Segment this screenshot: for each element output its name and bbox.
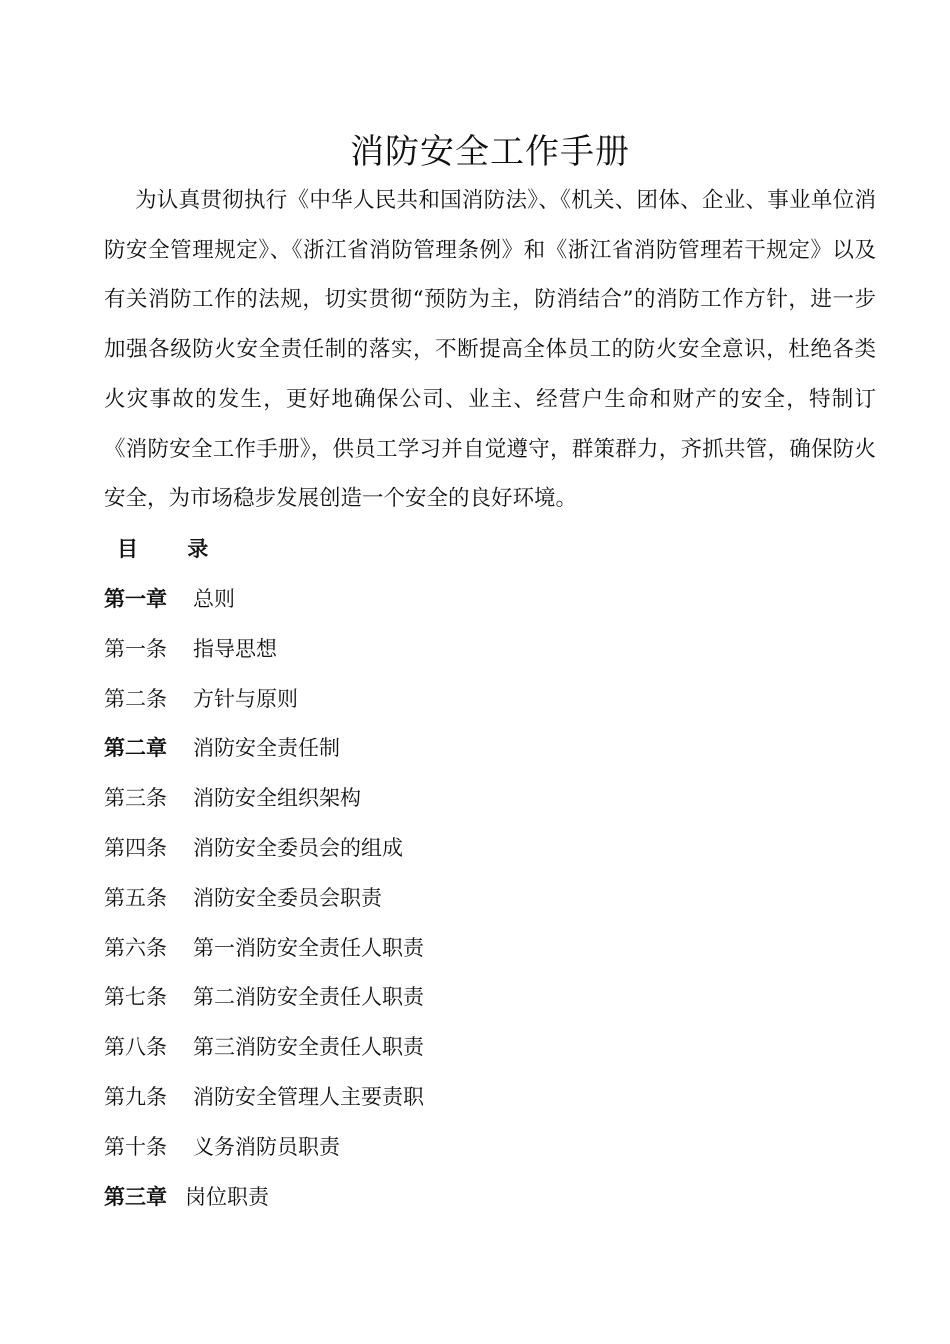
toc-entry-number: 第一条 xyxy=(104,636,167,661)
toc-entry-number: 第三条 xyxy=(104,786,167,811)
toc-entry-title: 方针与原则 xyxy=(193,686,298,711)
toc-entry xyxy=(104,1080,424,1130)
toc-entry-title: 第二消防安全责任人职责 xyxy=(193,985,424,1010)
toc-entry-title: 义务消防员职责 xyxy=(193,1134,340,1159)
toc-entry-title: 消防安全责任制 xyxy=(193,736,340,761)
toc-entry-number: 第六条 xyxy=(104,935,167,960)
toc-entry-number: 第八条 xyxy=(104,1035,167,1060)
toc-entry xyxy=(104,931,424,981)
toc-entry xyxy=(104,1130,424,1180)
table-of-contents xyxy=(104,582,424,1229)
toc-entry-number: 第二章 xyxy=(104,735,167,761)
toc-entry-title: 岗位职责 xyxy=(185,1184,269,1209)
toc-entry xyxy=(104,831,424,881)
toc-entry-title: 总则 xyxy=(193,587,235,611)
toc-entry-number: 第九条 xyxy=(104,1084,167,1109)
toc-entry-number: 第四条 xyxy=(104,835,167,860)
toc-entry-number: 第十条 xyxy=(104,1134,167,1159)
toc-entry xyxy=(104,582,424,632)
toc-entry-title: 消防安全委员会的组成 xyxy=(193,835,403,860)
toc-entry-number: 第二条 xyxy=(104,686,167,711)
toc-entry xyxy=(104,781,424,831)
toc-entry xyxy=(104,980,424,1030)
toc-entry xyxy=(104,682,424,732)
toc-entry xyxy=(104,1180,424,1230)
document-title: 消防安全工作手册 xyxy=(350,132,630,172)
toc-entry-title: 第三消防安全责任人职责 xyxy=(193,1035,424,1060)
toc-entry-number: 第一章 xyxy=(104,586,167,611)
toc-entry xyxy=(104,881,424,931)
toc-entry-title: 消防安全委员会职责 xyxy=(193,885,382,910)
toc-entry-title: 消防安全组织架构 xyxy=(193,786,361,811)
toc-entry xyxy=(104,1030,424,1080)
toc-entry-title: 第一消防安全责任人职责 xyxy=(193,935,424,960)
toc-entry-title: 消防安全管理人主要责职 xyxy=(193,1084,424,1109)
toc-entry-title: 指导思想 xyxy=(193,636,277,661)
toc-entry xyxy=(104,731,424,781)
toc-entry-number: 第七条 xyxy=(104,985,167,1010)
toc-entry-number: 第三章 xyxy=(104,1183,167,1209)
toc-entry-number: 第五条 xyxy=(104,885,167,910)
toc-entry xyxy=(104,632,424,682)
intro-paragraph: 为认真贯彻执行《中华人民共和国消防法》、《机关、团体、企业、事业单位消防安全管理规定》、《浙江省消防管理条例》和《浙江省消防管理若干规定》以及有关消防工作的法规，切实贯彻“预防为主，防消结合”的消防工作方针，进一步加强各级防火安全责任制的落实，不断提高全体员工的防火安全意识，杜绝各类火灾事故的发生，更好地确保公司、业主、经营户生命和财产的安全，特制订《消防安全工作手册》，供员工学习并自觉遵守，群策群力，齐抓共管，确保防火安全，为市场稳步发展创造一个安全的良好环境。 xyxy=(104,188,876,512)
toc-heading: 目 录 xyxy=(117,536,230,561)
